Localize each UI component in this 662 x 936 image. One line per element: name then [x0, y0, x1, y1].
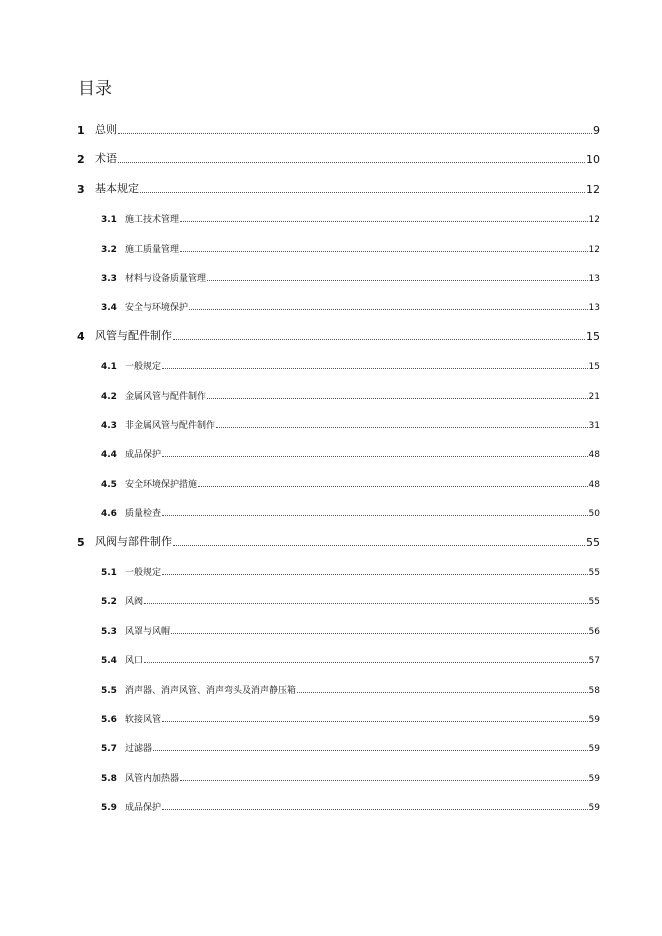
dot-leader	[144, 661, 588, 663]
toc-entry[interactable]	[77, 121, 600, 137]
toc-entry[interactable]	[101, 386, 600, 402]
dot-leader	[198, 485, 588, 487]
toc-entry-label: 基本规定	[95, 181, 139, 195]
toc-entry-label: 软接风管	[125, 715, 162, 725]
toc-entry-page-number: 50	[588, 509, 600, 520]
toc-entry-number: 5.9	[101, 803, 117, 814]
toc-entry-number: 5	[77, 535, 85, 549]
toc-entry-number: 5.1	[101, 568, 117, 578]
dot-leader	[153, 749, 588, 751]
toc-entry-page-number: 55	[588, 568, 600, 578]
toc-entry-number: 5.7	[101, 744, 117, 755]
toc-entry[interactable]	[101, 356, 600, 372]
dot-leader	[173, 338, 585, 340]
toc-entry-number: 4.1	[101, 362, 117, 373]
toc-entry-page-number: 21	[588, 391, 600, 402]
dot-leader	[189, 308, 588, 310]
toc-entry[interactable]	[101, 209, 600, 225]
toc-entry-page-number: 13	[588, 274, 600, 284]
toc-entry[interactable]	[101, 680, 600, 696]
toc-entry-number: 3	[77, 182, 85, 196]
toc-entry-number: 3.1	[101, 215, 117, 226]
toc-entry-number: 4.2	[101, 391, 117, 402]
toc-entry-page-number: 9	[593, 124, 600, 137]
toc-entry-number: 2	[77, 153, 85, 167]
toc-entry-number: 5.4	[101, 656, 117, 667]
toc-entry-label: 施工技术管理	[125, 215, 180, 226]
dot-leader	[162, 514, 588, 516]
toc-entry[interactable]	[101, 297, 600, 313]
toc-entry-label: 一般规定	[125, 362, 162, 373]
toc-entry-page-number: 31	[588, 421, 600, 431]
toc-entry-page-number: 48	[588, 479, 600, 490]
toc-entry-number: 4.3	[101, 421, 117, 431]
toc-entry-page-number: 10	[586, 153, 600, 167]
toc-entry-page-number: 13	[588, 303, 600, 314]
toc-entry-number: 5.3	[101, 626, 117, 637]
toc-entry-number: 1	[77, 124, 85, 137]
toc-entry-page-number: 15	[586, 329, 600, 343]
toc-entry-label: 风罩与风帽	[125, 626, 171, 637]
toc-entry-label: 成品保护	[125, 450, 162, 461]
toc-entry-page-number: 59	[588, 715, 600, 725]
toc-entry-label: 风阀与部件制作	[95, 534, 172, 548]
toc-entry-page-number: 12	[588, 215, 600, 226]
toc-entry[interactable]	[101, 797, 600, 813]
toc-entry[interactable]	[101, 768, 600, 784]
toc-entry[interactable]	[101, 503, 600, 519]
toc-entry-label: 安全环境保护措施	[125, 479, 198, 490]
dot-leader	[207, 279, 588, 281]
dot-leader	[216, 426, 588, 428]
toc-entry[interactable]	[101, 444, 600, 460]
toc-entry-label: 总则	[95, 123, 117, 136]
toc-entry-label: 材料与设备质量管理	[125, 274, 207, 284]
toc-entry[interactable]	[101, 591, 600, 607]
toc-entry[interactable]	[101, 650, 600, 666]
toc-entry[interactable]	[101, 621, 600, 637]
toc-entry-page-number: 55	[586, 535, 600, 549]
dot-leader	[144, 602, 588, 604]
toc-entry-number: 4	[77, 329, 85, 343]
dot-leader	[162, 573, 588, 575]
toc-entry[interactable]	[101, 239, 600, 255]
toc-entry-page-number: 58	[588, 685, 600, 696]
dot-leader	[162, 455, 588, 457]
toc-entry-label: 成品保护	[125, 803, 162, 814]
toc-title: 目录	[78, 79, 112, 99]
toc-entry-number: 5.6	[101, 715, 117, 725]
toc-entry[interactable]	[77, 533, 600, 549]
dot-leader	[180, 220, 588, 222]
toc-entry-page-number: 55	[588, 597, 600, 608]
toc-entry-page-number: 57	[588, 656, 600, 667]
toc-entry-number: 3.2	[101, 244, 117, 255]
toc-entry-page-number: 59	[588, 773, 600, 784]
dot-leader	[162, 720, 588, 722]
toc-entry-page-number: 59	[588, 744, 600, 755]
toc-entry[interactable]	[101, 474, 600, 490]
toc-entry-label: 风阀	[125, 597, 144, 608]
toc-entry-label: 施工质量管理	[125, 244, 180, 255]
toc-entry-number: 5.8	[101, 773, 117, 784]
toc-entry-label: 消声器、消声风管、消声弯头及消声静压箱	[125, 685, 297, 696]
dot-leader	[162, 808, 588, 810]
toc-entry-label: 一般规定	[125, 568, 162, 578]
toc-entry-number: 5.5	[101, 685, 117, 696]
toc-entry-label: 风管内加热器	[125, 773, 180, 784]
toc-entry-number: 4.5	[101, 479, 117, 490]
toc-entry[interactable]	[77, 180, 600, 196]
toc-entry[interactable]	[77, 150, 600, 166]
toc-entry[interactable]	[101, 709, 600, 725]
toc-entry-label: 安全与环境保护	[125, 303, 189, 314]
dot-leader	[140, 191, 585, 193]
toc-entry[interactable]	[77, 327, 600, 343]
toc-entry-label: 术语	[95, 152, 117, 166]
dot-leader	[297, 691, 588, 693]
toc-entry[interactable]	[101, 268, 600, 284]
dot-leader	[180, 250, 588, 252]
dot-leader	[180, 779, 588, 781]
toc-entry-number: 3.3	[101, 274, 117, 284]
toc-entry-page-number: 12	[588, 244, 600, 255]
toc-entry-number: 3.4	[101, 303, 117, 314]
toc-entry-number: 4.6	[101, 509, 117, 520]
toc-entry-label: 风管与配件制作	[95, 328, 172, 342]
toc-entry-label: 金属风管与配件制作	[125, 391, 207, 402]
toc-entry-number: 4.4	[101, 450, 117, 461]
dot-leader	[173, 544, 585, 546]
toc-entry[interactable]	[101, 415, 600, 431]
toc-entry-page-number: 59	[588, 803, 600, 814]
toc-entry-label: 过滤器	[125, 744, 153, 755]
toc-entry-page-number: 12	[586, 182, 600, 196]
toc-entry-label: 风口	[125, 656, 144, 667]
toc-entry-number: 5.2	[101, 597, 117, 608]
toc-entry-label: 非金属风管与配件制作	[125, 421, 216, 431]
dot-leader	[118, 161, 585, 163]
dot-leader	[162, 367, 588, 369]
dot-leader	[171, 632, 588, 634]
toc-entry[interactable]	[101, 562, 600, 578]
dot-leader	[118, 132, 592, 134]
toc-entry-page-number: 56	[588, 626, 600, 637]
toc-entry-page-number: 48	[588, 450, 600, 461]
dot-leader	[207, 397, 588, 399]
toc-entry-page-number: 15	[588, 362, 600, 373]
toc-entry[interactable]	[101, 738, 600, 754]
toc-entry-label: 质量检查	[125, 509, 162, 520]
